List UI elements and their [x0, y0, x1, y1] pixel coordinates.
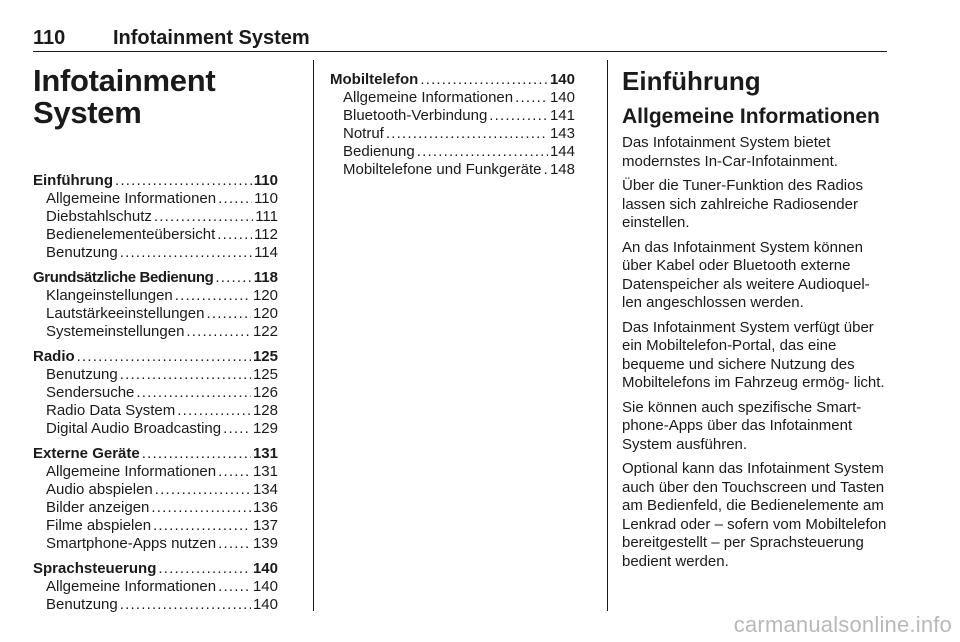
- toc-chapter-grundsaetzliche-bedienung[interactable]: [33, 269, 278, 287]
- toc-title: Infotainment System: [33, 63, 216, 130]
- toc-chapter-label: Grundsätzliche Bedienung: [33, 269, 214, 286]
- toc-leader: [417, 143, 548, 161]
- body-paragraph: Über die Tuner-Funktion des Radios lassen sich zahlreiche Radiosender einstellen.: [622, 177, 863, 231]
- toc-entry-label: Benutzung: [46, 596, 118, 613]
- section-subtitle: Allgemeine Informationen: [622, 105, 880, 128]
- toc-entry[interactable]: [33, 190, 278, 208]
- toc-leader: [420, 71, 548, 89]
- toc-entry-label: Smartphone-Apps nutzen: [46, 535, 217, 552]
- body-paragraph: Optional kann das Infotainment System auch über den Touchscreen und Tasten am Bedienfeld, die Bedienelemente am Lenkrad oder – sofern vom Mobiltelefon bereitgestellt – per Sprachsteuerung bedient werden.: [622, 460, 887, 570]
- toc-column-1: [33, 172, 278, 614]
- toc-entry[interactable]: [33, 481, 278, 499]
- toc-leader: [218, 190, 252, 208]
- toc-page-number: 131: [252, 445, 278, 462]
- toc-entry-label: Systemeinstellungen: [46, 323, 185, 340]
- toc-chapter-sprachsteuerung[interactable]: [33, 560, 278, 578]
- toc-page-number: 143: [549, 125, 575, 142]
- content-column: [622, 65, 890, 571]
- toc-page-number: 118: [253, 269, 278, 286]
- page-header: [33, 26, 887, 52]
- toc-page-number: 141: [549, 107, 575, 124]
- toc-entry-label: Mobiltelefone und Funkgeräte: [343, 161, 542, 178]
- toc-leader: [120, 596, 251, 614]
- toc-entry-label: Bedienelementeübersicht: [46, 226, 216, 243]
- toc-entry[interactable]: [33, 366, 278, 384]
- body-paragraph: Das Infotainment System verfügt über ein Mobiltelefon-Portal, das eine bequeme und sichere Nutzung des Mobiltelefons im Fahrzeug ermög- licht.: [622, 318, 885, 391]
- toc-leader: [215, 269, 251, 287]
- toc-page-number: 140: [252, 578, 278, 595]
- toc-leader: [175, 287, 251, 305]
- toc-leader: [386, 125, 548, 143]
- toc-entry-label: Bluetooth-Verbindung: [343, 107, 488, 124]
- toc-chapter-label: Einführung: [33, 172, 113, 189]
- toc-leader: [151, 499, 251, 517]
- toc-page-number: 136: [252, 499, 278, 516]
- toc-column-2: [330, 71, 575, 179]
- toc-page-number: 128: [252, 402, 278, 419]
- toc-leader: [186, 323, 251, 341]
- toc-entry-label: Bedienung: [343, 143, 415, 160]
- toc-page-number: 112: [254, 226, 278, 243]
- toc-leader: [153, 517, 251, 535]
- running-title: Infotainment System: [113, 27, 310, 49]
- toc-page-number: 131: [252, 463, 278, 480]
- column-divider: [607, 60, 608, 611]
- toc-page-number: 140: [252, 560, 278, 577]
- toc-page-number: 144: [549, 143, 575, 160]
- body-paragraph: An das Infotainment System können über Kabel oder Bluetooth externe Datenspeicher als weitere Audioquel- len angeschlossen werden.: [622, 238, 870, 311]
- toc-entry-label: Allgemeine Informationen: [46, 190, 217, 207]
- toc-entry[interactable]: [330, 143, 575, 161]
- toc-page-number: 140: [549, 89, 575, 106]
- toc-page-number: 139: [252, 535, 278, 552]
- toc-leader: [206, 305, 251, 323]
- toc-leader: [115, 172, 252, 190]
- toc-entry[interactable]: [330, 125, 575, 143]
- column-divider: [313, 60, 314, 611]
- toc-entry-label: Filme abspielen: [46, 517, 152, 534]
- toc-entry-label: Diebstahlschutz: [46, 208, 152, 225]
- watermark: carmanualsonline.info: [733, 612, 952, 637]
- toc-leader: [218, 535, 251, 553]
- body-paragraph: Das Infotainment System bietet modernstes In-Car-Infotainment.: [622, 134, 838, 170]
- toc-leader: [158, 560, 251, 578]
- toc-entry-label: Digital Audio Broadcasting: [46, 420, 222, 437]
- toc-leader: [489, 107, 548, 125]
- toc-entry[interactable]: [33, 323, 278, 341]
- toc-leader: [120, 366, 251, 384]
- toc-page-number: 125: [252, 348, 278, 365]
- toc-entry[interactable]: [33, 578, 278, 596]
- toc-page-number: 110: [254, 190, 278, 207]
- toc-leader: [217, 226, 252, 244]
- toc-entry[interactable]: [330, 161, 575, 179]
- toc-page-number: 120: [252, 305, 278, 322]
- toc-entry-label: Allgemeine Informationen: [46, 578, 217, 595]
- toc-chapter-label: Externe Geräte: [33, 445, 140, 462]
- toc-page-number: 126: [252, 384, 278, 401]
- toc-leader: [142, 445, 251, 463]
- toc-page-number: 114: [254, 244, 278, 261]
- body-paragraph: Sie können auch spezifische Smart- phone-Apps über das Infotainment System ausführen.: [622, 398, 862, 453]
- toc-page-number: 137: [252, 517, 278, 534]
- toc-chapter-label: Radio: [33, 348, 75, 365]
- toc-chapter-radio[interactable]: [33, 348, 278, 366]
- toc-leader: [154, 208, 253, 226]
- toc-entry[interactable]: [33, 305, 278, 323]
- toc-chapter-externe-geraete[interactable]: [33, 445, 278, 463]
- toc-leader: [218, 463, 251, 481]
- toc-entry[interactable]: [33, 208, 278, 226]
- toc-chapter-label: Mobiltelefon: [330, 71, 419, 88]
- toc-entry-label: Lautstärkeeinstellungen: [46, 305, 205, 322]
- toc-entry-label: Radio Data System: [46, 402, 176, 419]
- toc-entry[interactable]: [330, 107, 575, 125]
- toc-leader: [223, 420, 251, 438]
- toc-entry[interactable]: [33, 596, 278, 614]
- toc-page-number: 120: [252, 287, 278, 304]
- toc-chapter-label: Sprachsteuerung: [33, 560, 157, 577]
- toc-page-number: 129: [252, 420, 278, 437]
- toc-leader: [515, 89, 548, 107]
- toc-entry-label: Klangeinstellungen: [46, 287, 173, 304]
- toc-entry[interactable]: [33, 402, 278, 420]
- toc-page-number: 125: [252, 366, 278, 383]
- toc-page-number: 140: [549, 71, 575, 88]
- toc-entry[interactable]: [33, 499, 278, 517]
- toc-entry-label: Sendersuche: [46, 384, 135, 401]
- toc-entry[interactable]: [33, 535, 278, 553]
- toc-entry[interactable]: [33, 517, 278, 535]
- toc-page-number: 111: [255, 208, 278, 225]
- toc-entry-label: Notruf: [343, 125, 384, 142]
- toc-entry-label: Allgemeine Informationen: [46, 463, 217, 480]
- toc-page-number: 148: [549, 161, 575, 178]
- toc-leader: [136, 384, 251, 402]
- toc-entry-label: Allgemeine Informationen: [343, 89, 514, 106]
- toc-leader: [155, 481, 251, 499]
- toc-entry[interactable]: [33, 287, 278, 305]
- toc-entry-label: Benutzung: [46, 244, 118, 261]
- toc-entry[interactable]: [330, 89, 575, 107]
- section-title: Einführung: [622, 66, 761, 96]
- toc-entry[interactable]: [33, 384, 278, 402]
- toc-entry[interactable]: [33, 244, 278, 262]
- toc-page-number: 134: [252, 481, 278, 498]
- toc-entry[interactable]: [33, 463, 278, 481]
- toc-page-number: 140: [252, 596, 278, 613]
- toc-entry-label: Audio abspielen: [46, 481, 153, 498]
- toc-entry[interactable]: [33, 226, 278, 244]
- toc-leader: [77, 348, 251, 366]
- toc-leader: [120, 244, 252, 262]
- toc-chapter-mobiltelefon[interactable]: [330, 71, 575, 89]
- toc-leader: [543, 161, 548, 179]
- toc-leader: [177, 402, 251, 420]
- toc-page-number: 122: [252, 323, 278, 340]
- toc-leader: [218, 578, 251, 596]
- toc-entry-label: Bilder anzeigen: [46, 499, 150, 516]
- page-number: 110: [33, 27, 66, 49]
- toc-entry-label: Benutzung: [46, 366, 118, 383]
- toc-chapter-einfuehrung[interactable]: [33, 172, 278, 190]
- toc-entry[interactable]: [33, 420, 278, 438]
- toc-page-number: 110: [253, 172, 278, 189]
